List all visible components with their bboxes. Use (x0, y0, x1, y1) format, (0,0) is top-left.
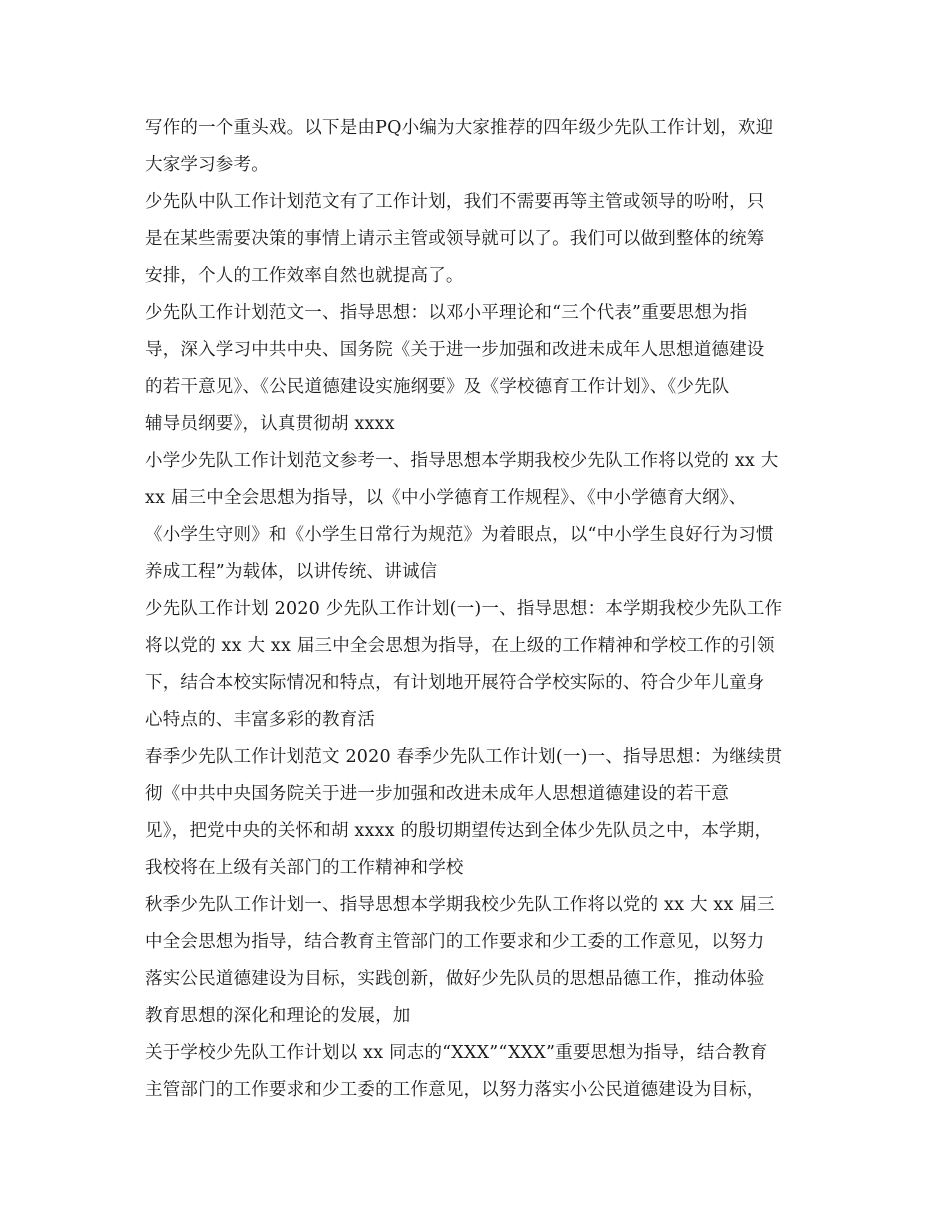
text-line: 少先队工作计划 2020 少先队工作计划(一)一、指导思想：本学期我校少先队工作 (145, 599, 783, 619)
text-line: 少先队中队工作计划范文有了工作计划，我们不需要再等主管或领导的吩咐，只 (145, 192, 765, 212)
text-line: 彻《中共中央国务院关于进一步加强和改进未成年人思想道德建设的若干意 (145, 784, 730, 804)
text-line: 写作的一个重头戏。以下是由PQ小编为大家推荐的四年级少先队工作计划，欢迎 (145, 118, 774, 138)
text-line: 大家学习参考。 (145, 155, 269, 175)
text-line: 导，深入学习中共中央、国务院《关于进一步加强和改进未成年人思想道德建设 (145, 340, 765, 360)
text-line: 少先队工作计划范文一、指导思想：以邓小平理论和“三个代表”重要思想为指 (145, 303, 748, 323)
text-line: 教育思想的深化和理论的发展，加 (145, 1006, 411, 1026)
text-line: 主管部门的工作要求和少工委的工作意见，以努力落实小公民道德建设为目标， (145, 1080, 765, 1100)
text-line: 我校将在上级有关部门的工作精神和学校 (145, 858, 464, 878)
document-body (145, 110, 815, 1109)
text-line: 落实公民道德建设为目标，实践创新，做好少先队员的思想品德工作，推动体验 (145, 969, 765, 989)
text-line: 下，结合本校实际情况和特点，有计划地开展符合学校实际的、符合少年儿童身 (145, 673, 765, 693)
text-line: 心特点的、丰富多彩的教育活 (145, 710, 376, 730)
text-line: 养成工程”为载体，以讲传统、讲诚信 (145, 562, 438, 582)
text-line: 辅导员纲要》，认真贯彻胡 xxxx (145, 414, 395, 434)
text-line: 是在某些需要决策的事情上请示主管或领导就可以了。我们可以做到整体的统筹 (145, 229, 765, 249)
text-line: xx 届三中全会思想为指导，以《中小学德育工作规程》、《中小学德育大纲》、 (145, 488, 747, 508)
text-line: 春季少先队工作计划范文 2020 春季少先队工作计划(一)一、指导思想：为继续贯 (145, 747, 783, 767)
text-line: 小学少先队工作计划范文参考一、指导思想本学期我校少先队工作将以党的 xx 大 (145, 451, 779, 471)
text-line: 将以党的 xx 大 xx 届三中全会思想为指导，在上级的工作精神和学校工作的引领 (145, 636, 775, 656)
text-line: 见》，把党中央的关怀和胡 xxxx 的殷切期望传达到全体少先队员之中，本学期， (145, 821, 773, 841)
text-line: 的若干意见》、《公民道德建设实施纲要》及《学校德育工作计划》、《少先队 (145, 377, 730, 397)
text-line: 中全会思想为指导，结合教育主管部门的工作要求和少工委的工作意见，以努力 (145, 932, 765, 952)
text-line: 关于学校少先队工作计划以 xx 同志的“XXX”“XXX”重要思想为指导，结合教育 (145, 1043, 768, 1063)
text-line: 秋季少先队工作计划一、指导思想本学期我校少先队工作将以党的 xx 大 xx 届三 (145, 895, 775, 915)
text-line: 《小学生守则》和《小学生日常行为规范》为着眼点，以“中小学生良好行为习惯 (145, 525, 774, 545)
text-line: 安排，个人的工作效率自然也就提高了。 (145, 266, 464, 286)
